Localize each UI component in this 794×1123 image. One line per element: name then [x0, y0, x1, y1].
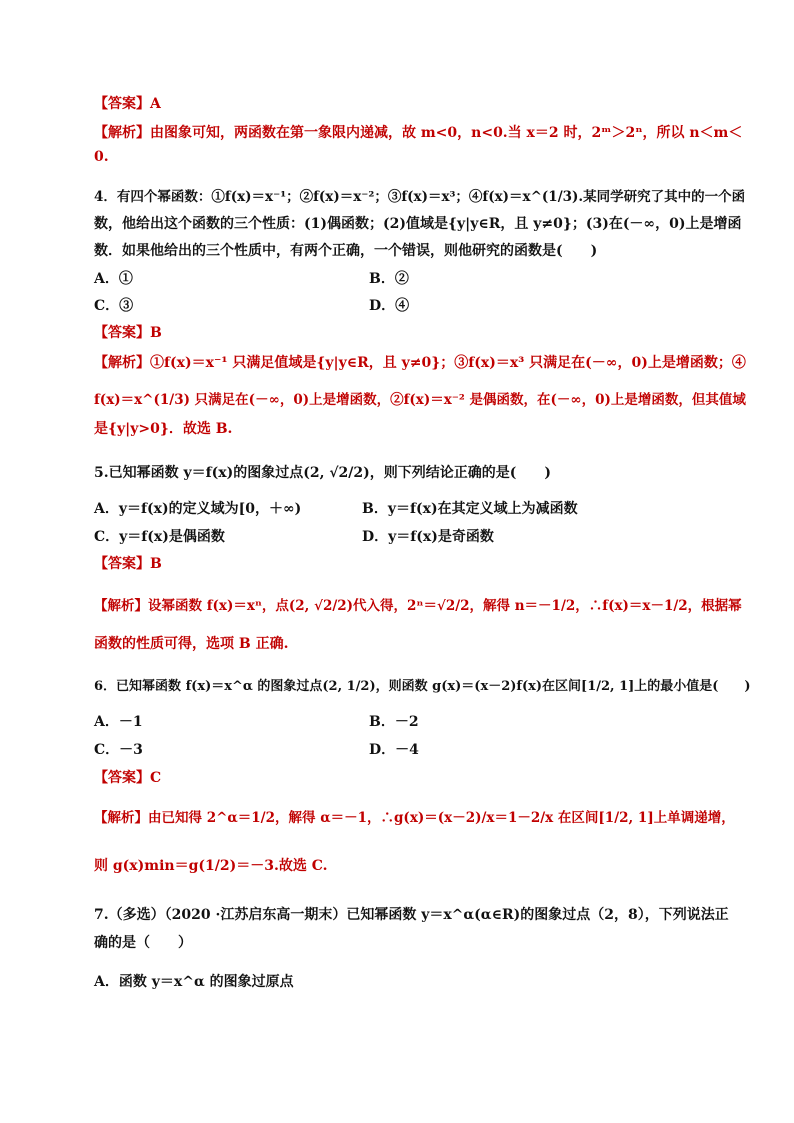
analysis-line: 【解析】①f(x)＝x⁻¹ 只满足值域是{y|y∈R，且 y≠0}；③f(x)＝x³ 只满足在(－∞，0)上是增函数；④	[94, 355, 746, 371]
analysis-line: 【解析】设幂函数 f(x)＝xⁿ，点(2, √2/2)代入得，2ⁿ＝√2/2，解得 n＝－1/2，∴f(x)＝x－1/2，根据幂	[94, 598, 742, 614]
analysis-line: 0.	[94, 149, 109, 165]
analysis-line: f(x)＝x^(1/3) 只满足在(－∞，0)上是增函数，②f(x)＝x⁻² 是偶函数，在(－∞，0)上是增函数，但其值域	[94, 392, 746, 408]
analysis-line: 函数的性质可得，选项 B 正确.	[94, 636, 289, 652]
option-a: A．－1	[94, 714, 143, 730]
option-b: B．y＝f(x)在其定义域上为减函数	[362, 501, 578, 517]
option-a: A．函数 y＝x^α 的图象过原点	[94, 974, 294, 990]
answer-line: 【答案】B	[94, 556, 162, 572]
question-stem: 数．如果他给出的三个性质中，有两个正确，一个错误，则他研究的函数是( )	[94, 243, 598, 259]
question-stem: 7.（多选）（2020 ·江苏启东高一期末）已知幂函数 y＝x^α(α∈R)的图象过点（2，8），下列说法正	[94, 907, 729, 923]
option-a: A．y＝f(x)的定义域为[0，＋∞)	[94, 501, 302, 517]
option-c: C．－3	[94, 742, 143, 758]
option-d: D．④	[369, 298, 410, 314]
option-c: C．③	[94, 298, 134, 314]
question-stem: 确的是（ ）	[94, 935, 192, 951]
analysis-line: 则 g(x)min＝g(1/2)＝－3.故选 C.	[94, 858, 328, 874]
option-b: B．－2	[369, 714, 419, 730]
answer-line: 【答案】B	[94, 325, 162, 341]
option-b: B．②	[369, 271, 409, 287]
analysis-line: 是{y|y>0}．故选 B.	[94, 421, 233, 437]
option-a: A．①	[94, 271, 133, 287]
answer-line: 【答案】C	[94, 770, 162, 786]
question-stem: 5.已知幂函数 y＝f(x)的图象过点(2, √2/2)，则下列结论正确的是( )	[94, 465, 552, 481]
question-stem: 数，他给出这个函数的三个性质：(1)偶函数；(2)值域是{y|y∈R，且 y≠0}；(3)在(－∞，0)上是增函	[94, 216, 742, 232]
option-c: C．y＝f(x)是偶函数	[94, 529, 225, 545]
analysis-line: 【解析】由图象可知，两函数在第一象限内递减，故 m<0，n<0.当 x＝2 时，2ᵐ＞2ⁿ，所以 n＜m＜	[94, 125, 743, 141]
option-d: D．y＝f(x)是奇函数	[362, 529, 494, 545]
question-stem: 6．已知幂函数 f(x)＝x^α 的图象过点(2, 1/2)，则函数 g(x)＝(x－2)f(x)在区间[1/2, 1]上的最小值是( )	[94, 679, 751, 694]
question-stem: 4．有四个幂函数：①f(x)＝x⁻¹；②f(x)＝x⁻²；③f(x)＝x³；④f(x)＝x^(1/3).某同学研究了其中的一个函	[94, 189, 746, 205]
answer-line: 【答案】A	[94, 96, 161, 112]
option-d: D．－4	[369, 742, 419, 758]
analysis-line: 【解析】由已知得 2^α＝1/2，解得 α＝－1，∴g(x)＝(x－2)/x＝1－2/x 在区间[1/2, 1]上单调递增，	[94, 810, 735, 826]
